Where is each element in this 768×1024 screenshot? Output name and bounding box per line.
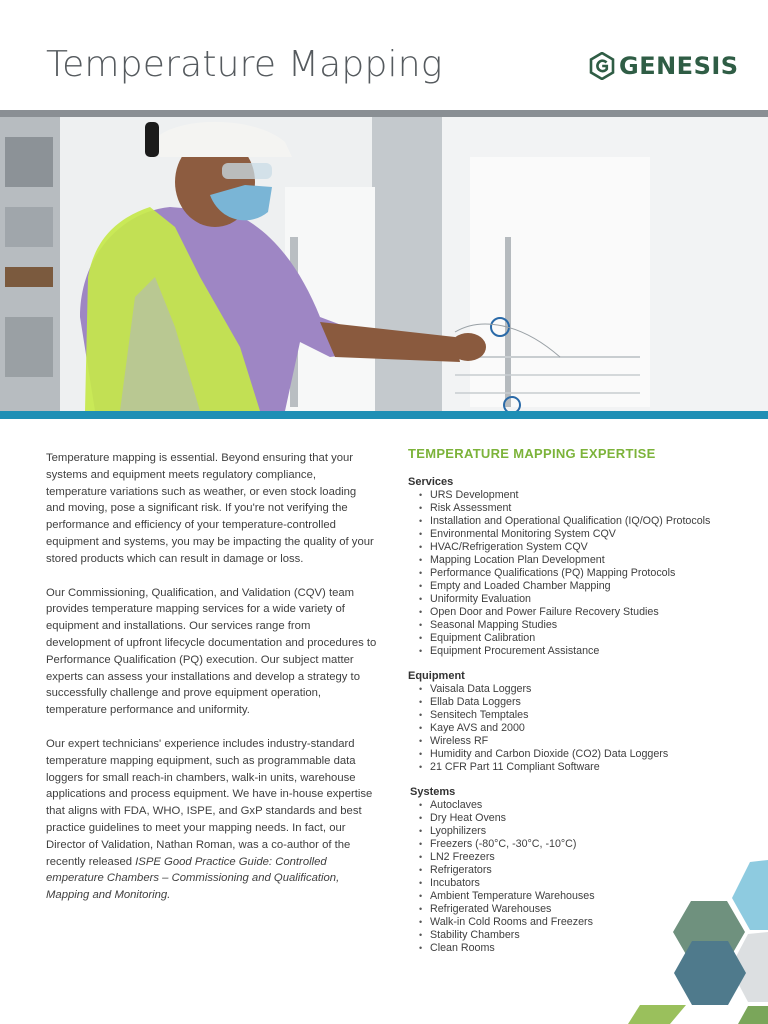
list-item: • Lyophilizers [408, 825, 748, 838]
list-item: • Wireless RF [408, 735, 748, 748]
hero-top-bar [0, 110, 768, 117]
list-item: • Stability Chambers [408, 929, 748, 942]
list-item: • Performance Qualifications (PQ) Mapping Protocols [408, 567, 748, 580]
list-item: • Autoclaves [408, 799, 748, 812]
list-item: • Ellab Data Loggers [408, 696, 748, 709]
genesis-logo [589, 52, 739, 80]
list-item: • Seasonal Mapping Studies [408, 619, 748, 632]
equipment-list [408, 683, 748, 774]
list-item: • Sensitech Temptales [408, 709, 748, 722]
list-item: • Refrigerators [408, 864, 748, 877]
list-item: • Risk Assessment [408, 502, 748, 515]
hero-photo [0, 117, 768, 411]
list-item: • Refrigerated Warehouses [408, 903, 748, 916]
list-item: • Walk-in Cold Rooms and Freezers [408, 916, 748, 929]
list-item: • Kaye AVS and 2000 [408, 722, 748, 735]
intro-paragraph-2: Our Commissioning, Qualification, and Validation (CQV) team provides temperature mapping services for a wide variety of equipment and installations. Our services range from development of upfront lifecycle documentation and procedures to Performance Qualification (PQ) execution. Our subject matter experts can assess your installations and develop a strategy to successfully challenge and prove equipment operation, temperature performance and uniformity. [46, 586, 377, 717]
list-item: • 21 CFR Part 11 Compliant Software [408, 761, 748, 774]
page-title: Temperature Mapping [46, 44, 443, 85]
logo-text: GENESIS [619, 52, 739, 80]
decorative-hexagons [620, 850, 768, 1024]
list-item: • Mapping Location Plan Development [408, 554, 748, 567]
intro-paragraph-3-text: Our expert technicians' experience includes industry-standard temperature mapping equipment, such as programmable data loggers for small reach-in chambers, walk-in units, warehouse applications and process equipment. We have in-house expertise that aligns with FDA, WHO, ISPE, and GxP standards and best practice guidelines to meet your mapping needs. In fact, our Director of Validation, Nathan Roman, was a co-author of the recently released [46, 737, 373, 868]
list-item: • Clean Rooms [408, 942, 748, 955]
list-item: • Equipment Calibration [408, 632, 748, 645]
intro-paragraph-3 [46, 736, 378, 904]
expertise-heading: TEMPERATURE MAPPING EXPERTISE [408, 446, 656, 461]
list-item: • HVAC/Refrigeration System CQV [408, 541, 748, 554]
list-item: • Environmental Monitoring System CQV [408, 528, 748, 541]
hero-accent-stripe [0, 411, 768, 419]
equipment-title: Equipment [408, 670, 465, 682]
list-item: • Open Door and Power Failure Recovery Studies [408, 606, 748, 619]
genesis-hexagon-icon [589, 52, 615, 80]
intro-text [46, 450, 378, 921]
services-title: Services [408, 476, 454, 488]
list-item: • Incubators [408, 877, 748, 890]
list-item: • LN2 Freezers [408, 851, 748, 864]
list-item: • Ambient Temperature Warehouses [408, 890, 748, 903]
list-item: • Installation and Operational Qualification (IQ/OQ) Protocols [408, 515, 748, 528]
services-list [408, 489, 748, 658]
list-item: • Uniformity Evaluation [408, 593, 748, 606]
systems-title: Systems [410, 786, 456, 798]
list-item: • URS Development [408, 489, 748, 502]
list-item: • Dry Heat Ovens [408, 812, 748, 825]
list-item: • Vaisala Data Loggers [408, 683, 748, 696]
list-item: • Freezers (-80°C, -30°C, -10°C) [408, 838, 748, 851]
guide-citation: ISPE Good Practice Guide: Controlled emperature Chambers – Commissioning and Qualification, Mapping and Monitoring. [46, 855, 340, 902]
list-item: • Equipment Procurement Assistance [408, 645, 748, 658]
list-item: • Empty and Loaded Chamber Mapping [408, 580, 748, 593]
list-item: • Humidity and Carbon Dioxide (CO2) Data Loggers [408, 748, 748, 761]
intro-paragraph-1: Temperature mapping is essential. Beyond ensuring that your systems and equipment meets regulatory compliance, temperature variations such as weather, or even stock loading and moving, pose a significant risk. If you're not verifying the performance and efficiency of your temperature-controlled equipment and systems, you may be impacting the quality of your stored products which can result in damage or loss. [46, 452, 374, 565]
